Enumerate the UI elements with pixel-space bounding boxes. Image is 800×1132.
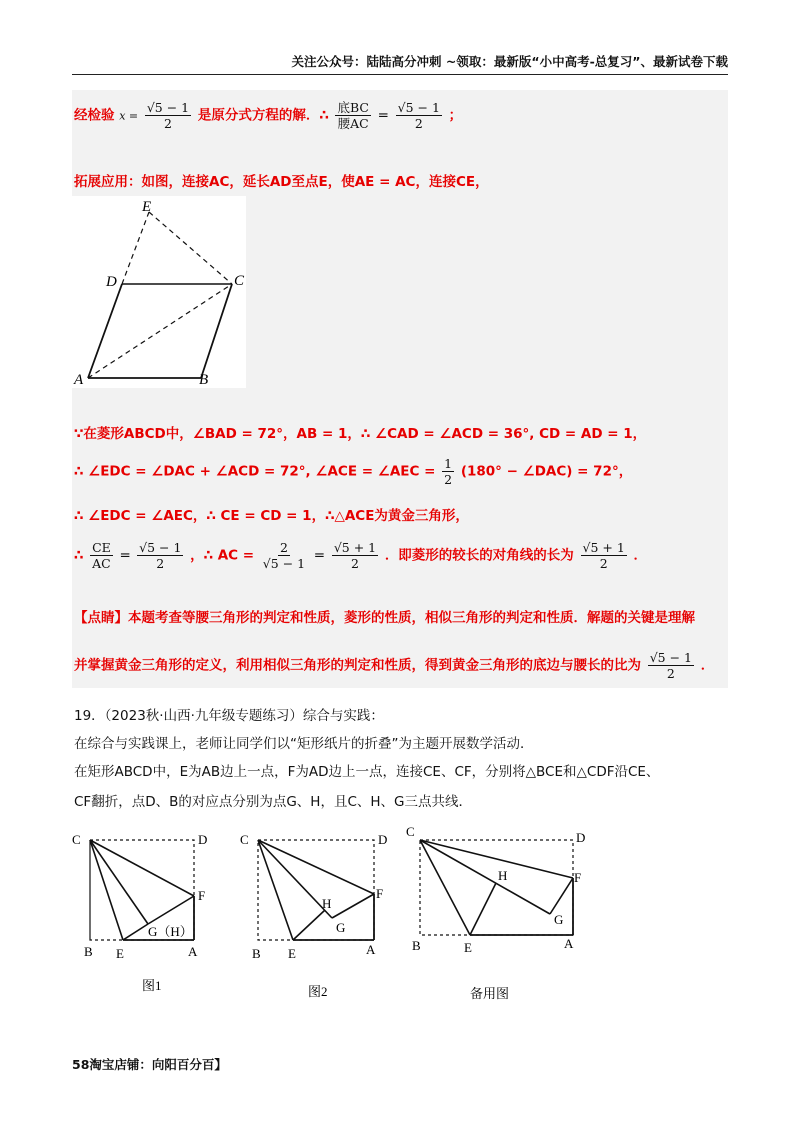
- fraction: $\frac{2}{√5 - 1}$: [262, 540, 306, 571]
- svg-text:E: E: [288, 946, 296, 961]
- svg-text:G: G: [554, 912, 564, 927]
- page-header: 关注公众号：陆陆高分冲刺 ~领取：最新版“小中高考-总复习”、最新试卷下载: [72, 52, 728, 75]
- fraction: $\frac{√5 + 1}{2}$: [333, 540, 377, 571]
- solution-line-5: ∴ ∠EDC = ∠AEC，∴ CE = CD = 1，∴△ACE为黄金三角形，: [74, 508, 469, 524]
- label-C: C: [234, 273, 245, 289]
- solution-line-6: ∴ $\frac{CE}{AC}$ = $\frac{√5 - 1}{2}$ ，∴ AC = $\frac{2}{√5 - 1}$ = $\frac{√5 + 1}{2}$ ．即菱形的较长的对角线的长为 $\frac{√5 + 1}{2}$ ．: [74, 540, 648, 571]
- solution-line-2: 拓展应用：如图，连接AC，延长AD至点E，使AE = AC，连接CE，: [74, 174, 489, 190]
- svg-text:F: F: [376, 886, 384, 901]
- fraction: $\frac{√5 - 1}{2}$: [649, 650, 692, 681]
- problem-title: 19．（2023秋·山西·九年级专题练习）综合与实践：: [74, 708, 384, 724]
- svg-text:C: C: [240, 832, 249, 847]
- fraction: $\frac{√5 + 1}{2}$: [582, 540, 625, 571]
- svg-text:B: B: [252, 946, 261, 961]
- svg-text:A: A: [366, 942, 376, 957]
- svg-text:H: H: [498, 868, 508, 883]
- comment-line-2: 并掌握黄金三角形的定义，利用相似三角形的判定和性质，得到黄金三角形的底边与腰长的比为 $\frac{√5 - 1}{2}$ ．: [74, 650, 715, 681]
- fraction: $\frac{CE}{AC}$: [92, 540, 111, 571]
- svg-text:A: A: [188, 944, 198, 959]
- svg-text:A: A: [564, 936, 574, 951]
- figure-1-caption: 图1: [142, 978, 162, 993]
- text: ；: [448, 107, 463, 124]
- svg-text:D: D: [378, 832, 388, 847]
- svg-text:G: G: [336, 920, 346, 935]
- label-D: D: [106, 274, 117, 290]
- figure-3: [406, 824, 585, 1001]
- text: 是原分式方程的解．∴: [197, 107, 329, 124]
- label-E: E: [142, 199, 152, 215]
- svg-text:F: F: [574, 870, 582, 885]
- fold-figures: [60, 820, 586, 1010]
- rhombus-figure: [72, 196, 246, 388]
- figure-1: [72, 832, 207, 993]
- svg-text:E: E: [464, 940, 472, 955]
- svg-text:B: B: [412, 938, 421, 953]
- solution-line-4: ∴ ∠EDC = ∠DAC + ∠ACD = 72°, ∠ACE = ∠AEC = $\frac{1}{2}$ (180° − ∠DAC) = 72°，: [74, 456, 633, 487]
- svg-text:F: F: [198, 888, 206, 903]
- svg-text:G（H）: G（H）: [148, 924, 193, 939]
- problem-paragraph-1: 在综合与实践课上，老师让同学们以“矩形纸片的折叠”为主题开展数学活动．: [74, 736, 534, 752]
- label-A: A: [74, 372, 84, 388]
- rhombus-svg: [72, 196, 246, 388]
- problem-paragraph-3: CF翻折，点D、B的对应点分别为点G、H，且C、H、G三点共线．: [74, 794, 472, 810]
- fraction: $\frac{√5 - 1}{2}$: [139, 540, 182, 571]
- svg-text:C: C: [72, 832, 81, 847]
- figure-2-caption: 图2: [308, 984, 328, 999]
- label-B: B: [199, 372, 209, 388]
- fraction: $\frac{1}{2}$: [444, 456, 453, 487]
- figure-2: [240, 832, 387, 999]
- problem-paragraph-2: 在矩形ABCD中，E为AB边上一点，F为AD边上一点，连接CE、CF，分别将△BCE和△CDF沿CE、: [74, 764, 660, 780]
- comment-line-1: 【点睛】本题考查等腰三角形的判定和性质，菱形的性质，相似三角形的判定和性质．解题的关键是理解: [74, 610, 695, 626]
- svg-text:H: H: [322, 896, 332, 911]
- svg-text:D: D: [576, 830, 586, 845]
- svg-text:C: C: [406, 824, 415, 839]
- page-footer: 58淘宝店铺：向阳百分百】: [72, 1057, 227, 1072]
- fraction: $\frac{√5 - 1}{2}$: [397, 100, 440, 131]
- math-x: x =: [119, 109, 139, 123]
- figure-3-caption: 备用图: [470, 986, 510, 1001]
- text: 经检验: [74, 107, 115, 124]
- solution-line-3: ∵在菱形ABCD中，∠BAD = 72°，AB = 1，∴ ∠CAD = ∠ACD = 36°, CD = AD = 1，: [74, 426, 647, 442]
- svg-text:B: B: [84, 944, 93, 959]
- solution-line-1: 经检验 x = $\frac{√5 - 1}{2}$ 是原分式方程的解．∴ $\frac{\text{底BC}}{\text{腰AC}}$ = $\frac{√5 - 1}{2}$ ；: [74, 100, 463, 131]
- svg-text:D: D: [198, 832, 208, 847]
- fraction: $\frac{√5 - 1}{2}$: [146, 100, 190, 131]
- fraction: $\frac{\text{底BC}}{\text{腰AC}}$: [337, 100, 369, 131]
- svg-text:E: E: [116, 946, 124, 961]
